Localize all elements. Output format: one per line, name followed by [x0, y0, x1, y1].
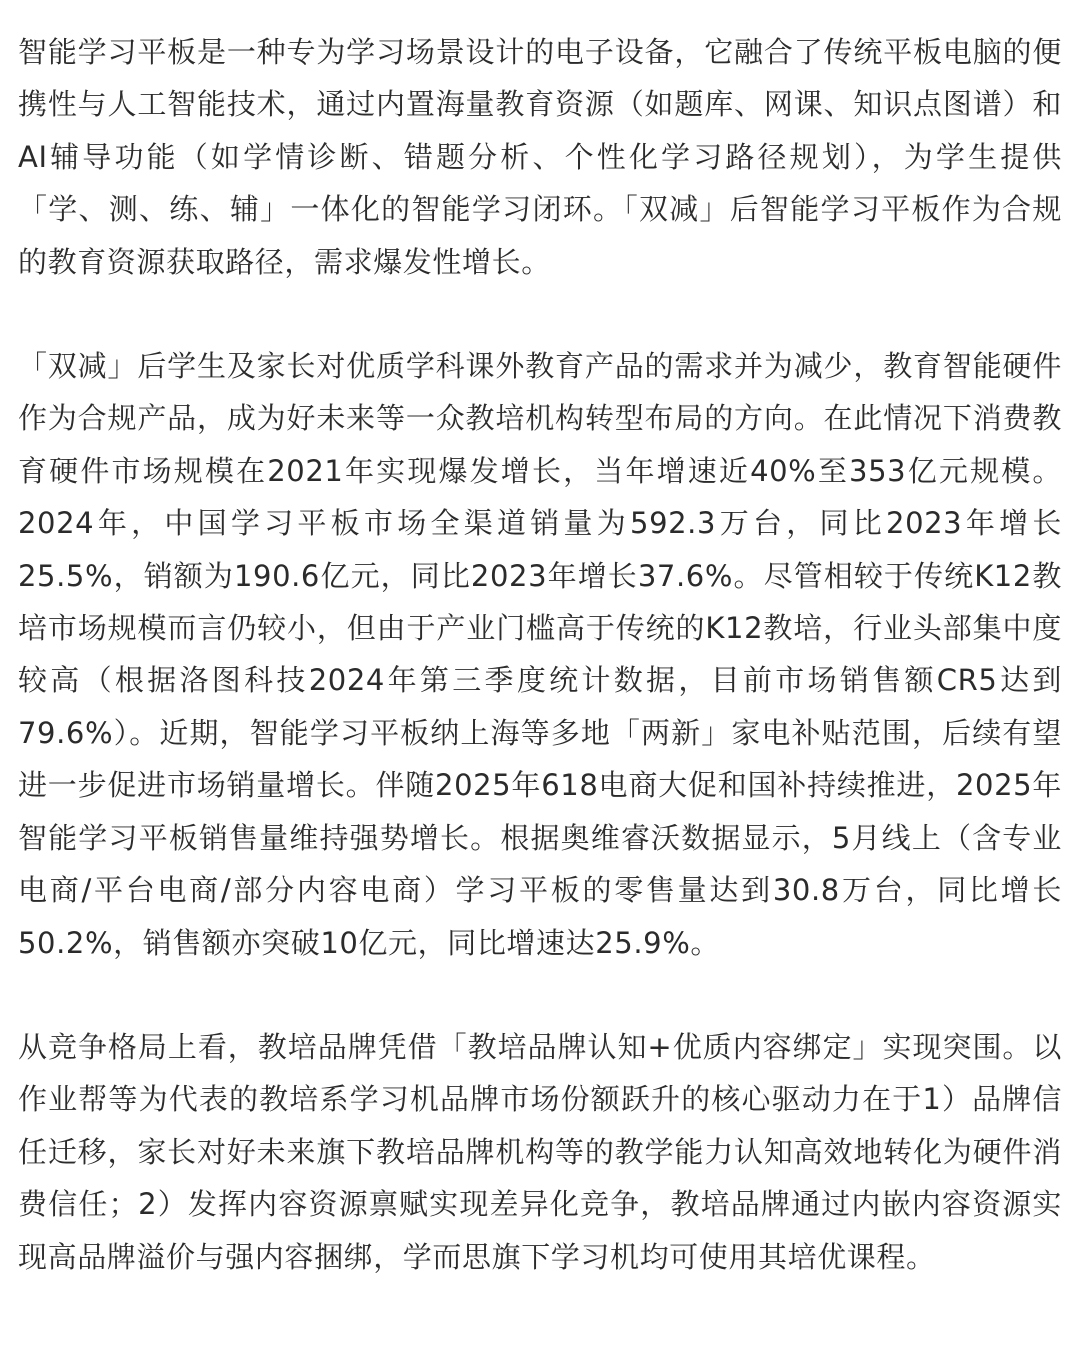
- article-body: [18, 26, 1062, 1283]
- paragraph-definition: 智能学习平板是一种专为学习场景设计的电子设备，它融合了传统平板电脑的便携性与人工智能技术，通过内置海量教育资源（如题库、网课、知识点图谱）和AI辅导功能（如学情诊断、错题分析、个性化学习路径规划），为学生提供「学、测、练、辅」一体化的智能学习闭环。「双减」后智能学习平板作为合规的教育资源获取路径，需求爆发性增长。: [18, 35, 1062, 279]
- paragraph-competition: 从竞争格局上看，教培品牌凭借「教培品牌认知+优质内容绑定」实现突围。以作业帮等为代表的教培系学习机品牌市场份额跃升的核心驱动力在于1）品牌信任迁移，家长对好未来旗下教培品牌机构等的教学能力认知高效地转化为硬件消费信任；2）发挥内容资源禀赋实现差异化竞争，教培品牌通过内嵌内容资源实现高品牌溢价与强内容捆绑，学而思旗下学习机均可使用其培优课程。: [18, 1029, 1062, 1274]
- paragraph-market-size: 「双减」后学生及家长对优质学科课外教育产品的需求并为减少，教育智能硬件作为合规产品，成为好未来等一众教培机构转型布局的方向。在此情况下消费教育硬件市场规模在2021年实现爆发增长，当年增速近40%至353亿元规模。2024年，中国学习平板市场全渠道销量为592.3万台，同比2023年增长25.5%，销额为190.6亿元，同比2023年增长37.6%。尽管相较于传统K12教培市场规模而言仍较小，但由于产业门槛高于传统的K12教培，行业头部集中度较高（根据洛图科技2024年第三季度统计数据，目前市场销售额CR5达到79.6%）。近期，智能学习平板纳上海等多地「两新」家电补贴范围，后续有望进一步促进市场销量增长。伴随2025年618电商大促和国补持续推进，2025年智能学习平板销售量维持强势增长。根据奥维睿沃数据显示，5月线上（含专业电商/平台电商/部分内容电商）学习平板的零售量达到30.8万台，同比增长50.2%，销售额亦突破10亿元，同比增速达25.9%。: [18, 349, 1062, 960]
